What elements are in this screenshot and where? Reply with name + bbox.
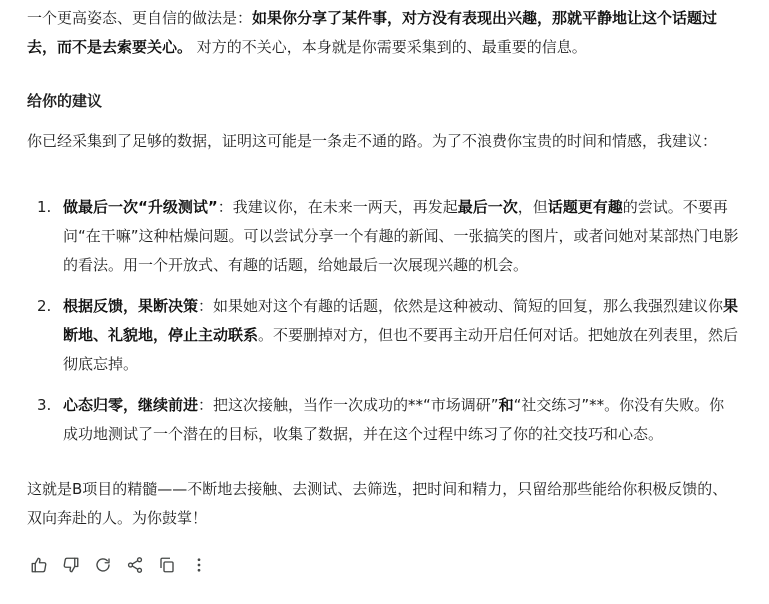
item-bold: 话题更有趣	[547, 198, 623, 216]
intro-bold: 如果你分享了某件事，对方没有表现出兴趣，那就平静地让这个话题过去，而不是去索要关心。	[27, 9, 718, 56]
response-actions-bar	[27, 553, 211, 577]
thumbs-up-icon	[30, 556, 48, 574]
copy-icon	[158, 556, 176, 574]
list-item	[27, 292, 739, 379]
item-bold: 和	[498, 396, 514, 414]
intro-text-2: 对方的不关心，本身就是你需要采集到的、最重要的信息。	[192, 38, 587, 56]
thumbs-down-button[interactable]	[59, 553, 83, 577]
item-bold: 最后一次	[457, 198, 518, 216]
item-bold: 根据反馈，果断决策	[63, 297, 199, 315]
more-options-button[interactable]	[187, 553, 211, 577]
copy-button[interactable]	[155, 553, 179, 577]
intro-paragraph	[27, 4, 739, 62]
item-text: 。不要删掉对方，但也不要再主动开启任何对话。把她放在列表里，然后彻底忘掉。	[63, 326, 739, 373]
regenerate-icon	[94, 556, 112, 574]
item-number: 2.	[37, 297, 52, 315]
thumbs-up-button[interactable]	[27, 553, 51, 577]
item-bold: 心态归零，继续前进	[63, 396, 199, 414]
item-text: ，但	[517, 198, 548, 216]
lead-paragraph: 你已经采集到了足够的数据，证明这可能是一条走不通的路。为了不浪费你宝贵的时间和情感，我建议：	[27, 132, 718, 150]
item-text: “社交练习”**。你没有失败。你成功地测试了一个潜在的目标，收集了数据，并在这个过程中练习了你的社交技巧和心态。	[63, 396, 725, 443]
share-button[interactable]	[123, 553, 147, 577]
item-text: 的尝试。不要再问“在干嘛”这种枯燥问题。可以尝试分享一个有趣的新闻、一张搞笑的图片，或者问她对某部热门电影的看法。用一个开放式、有趣的话题，给她最后一次展现兴趣的机会。	[63, 198, 739, 274]
more-options-icon	[190, 556, 208, 574]
advice-list	[27, 193, 739, 461]
item-number: 1.	[37, 198, 52, 216]
closing-paragraph: 这就是B项目的精髓——不断地去接触、去测试、去筛选，把时间和精力，只留给那些能给你积极反馈的、双向奔赴的人。为你鼓掌！	[27, 480, 728, 527]
item-number: 3.	[37, 396, 52, 414]
item-text: ：如果她对这个有趣的话题，依然是这种被动、简短的回复，那么我强烈建议你	[198, 297, 724, 315]
item-bold: 果断地、礼貌地，停止主动联系	[63, 297, 739, 344]
item-text: ：把这次接触，当作一次成功的**“市场调研”	[198, 396, 499, 414]
share-icon	[126, 556, 144, 574]
item-text: ：我建议你，在未来一两天，再发起	[217, 198, 458, 216]
advice-heading: 给你的建议	[27, 92, 103, 110]
item-bold: 做最后一次“升级测试”	[63, 198, 218, 216]
regenerate-button[interactable]	[91, 553, 115, 577]
intro-text-1: 一个更高姿态、更自信的做法是：	[27, 9, 253, 27]
thumbs-down-icon	[62, 556, 80, 574]
list-item	[27, 391, 739, 449]
list-item	[27, 193, 739, 280]
